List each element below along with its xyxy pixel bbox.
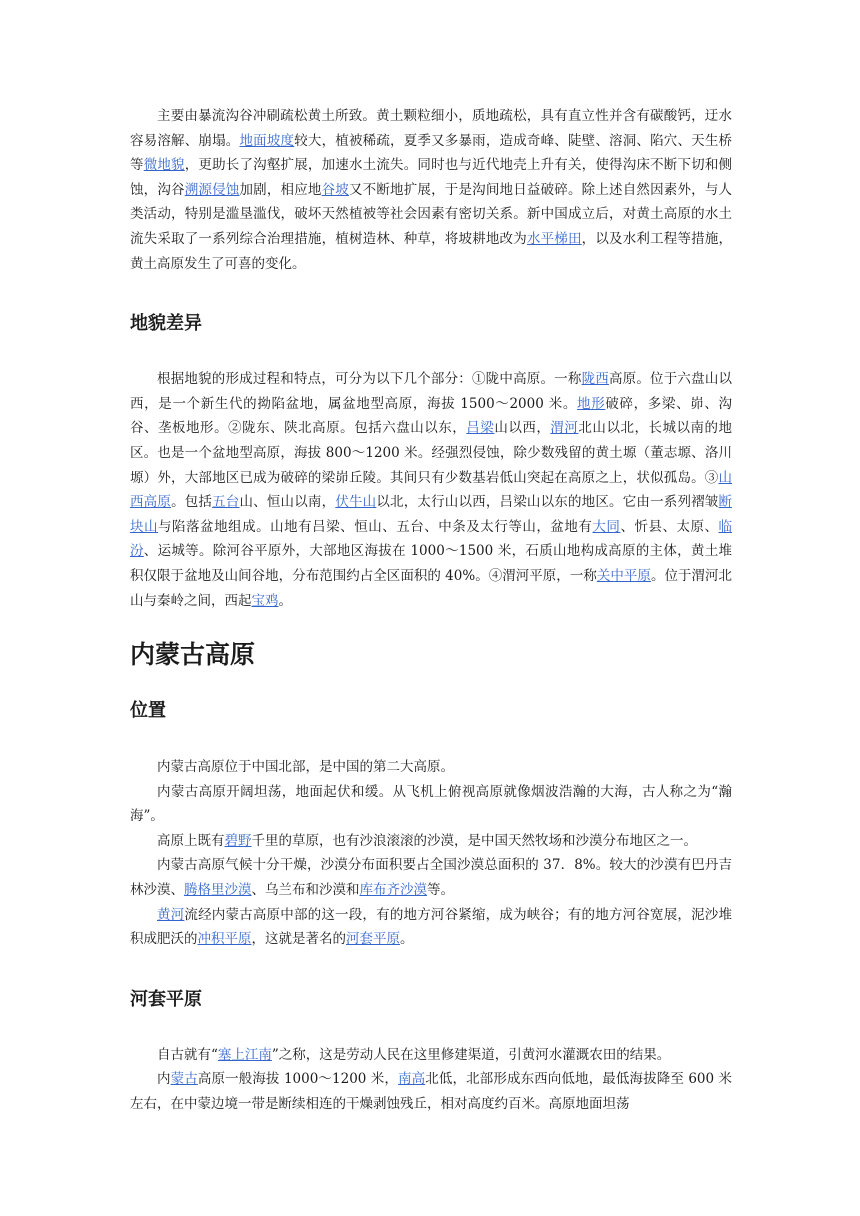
paragraph-location-3 — [130, 829, 732, 854]
paragraph-location-4 — [130, 853, 732, 902]
paragraph-location-2 — [130, 780, 732, 829]
hyperlink[interactable]: 山西高原 — [130, 469, 732, 511]
text-run: ，更助长了沟壑扩展，加速水土流失。同时也与近代地壳上升有关，使得沟床不断下切和侧蚀，沟谷 — [130, 157, 733, 198]
hyperlink[interactable]: 库布齐沙漠 — [359, 882, 427, 899]
heading-landform-differences: 地貌差异 — [130, 313, 202, 335]
text-run: 以北，太行山以西，吕梁山以东的地区。它由一系列褶皱 — [376, 494, 719, 511]
text-run: 。位于渭河北山与秦岭之间，西起 — [130, 567, 733, 609]
text-run: ，这就是著名的 — [251, 931, 346, 948]
hyperlink[interactable]: 水平梯田 — [526, 230, 582, 247]
text-run: 内 — [157, 1071, 171, 1088]
text-run: 根据地貌的形成过程和特点，可分为以下几个部分：①陇中高原。一称 — [157, 371, 582, 388]
text-run: 等。 — [427, 882, 454, 899]
hyperlink[interactable]: 吕梁 — [466, 420, 495, 437]
hyperlink[interactable]: 陇西 — [581, 371, 609, 388]
text-run: 较大，植被稀疏，夏季又多暴雨，造成奇峰、陡壁、溶洞、陷穴、天生桥等 — [130, 132, 733, 174]
text-run: 流经内蒙古高原中部的这一段，有的地方河谷紧缩，成为峡谷；有的地方河谷宽展，泥沙堆积成肥沃的 — [130, 906, 732, 948]
hyperlink[interactable]: 溯源侵蚀 — [184, 181, 240, 198]
text-run: 山以西， — [494, 420, 551, 437]
hyperlink[interactable]: 大同 — [592, 518, 621, 535]
hyperlink[interactable]: 地面坡度 — [239, 132, 295, 149]
text-run: 、运城等。除河谷平原外，大部地区海拔在 1000～1500 米，石质山地构成高原的主体，黄土堆积仅限于盆地及山间谷地，分布范围约占全区面积的 40%。④渭河平原，一称 — [130, 543, 733, 584]
text-run: 加剧，相应地 — [239, 181, 322, 198]
hyperlink[interactable]: 河套平原 — [346, 931, 400, 948]
text-run: 。 — [278, 592, 292, 609]
hyperlink[interactable]: 南高 — [398, 1071, 426, 1088]
hyperlink[interactable]: 塞上江南 — [217, 1046, 272, 1063]
paragraph-hetao-1 — [130, 1043, 732, 1068]
text-run: 。包括 — [171, 494, 213, 511]
text-run: 内蒙古高原气候十分干燥，沙漠分布面积要占全国沙漠总面积的 37．8%。较大的沙漠有巴丹吉林沙漠、 — [130, 857, 732, 899]
hyperlink[interactable]: 地形 — [577, 395, 606, 412]
hyperlink[interactable]: 渭河 — [550, 420, 579, 437]
text-run: 。 — [400, 931, 414, 948]
hyperlink[interactable]: 关中平原 — [596, 567, 651, 584]
paragraph-location-1 — [130, 755, 732, 780]
text-run: 又不断地扩展，于是沟间地日益破碎。除上述自然因素外，与人类活动，特别是滥垦滥伐，破坏天然植被等社会因素有密切关系。新中国成立后，对黄土高原的水土流失采取了一系列综合治理措施，植树造林、种草，将坡耕地改为 — [130, 181, 733, 247]
text-run: 自古就有“ — [157, 1046, 218, 1063]
hyperlink[interactable]: 断块山 — [130, 494, 733, 535]
text-run: ”之称，这是劳动人民在这里修建渠道，引黄河水灌溉农田的结果。 — [271, 1046, 671, 1063]
text-run: 高原一般海拔 1000～1200 米， — [197, 1071, 399, 1088]
text-run: 高原上既有 — [157, 832, 225, 849]
hyperlink[interactable]: 蒙古 — [170, 1071, 198, 1088]
hyperlink[interactable]: 伏牛山 — [335, 494, 377, 511]
document-content — [130, 104, 732, 1117]
paragraph-hetao-2 — [130, 1067, 732, 1116]
text-run: 千里的草原，也有沙浪滚滚的沙漠，是中国天然牧场和沙漠分布地区之一。 — [251, 832, 697, 849]
text-run: 与陷落盆地组成。山地有吕梁、恒山、五台、中条及太行等山，盆地有 — [158, 518, 593, 535]
hyperlink[interactable]: 五台 — [212, 494, 240, 511]
text-run: 北山以北，长城以南的地区。也是一个盆地型高原，海拔 800～1200 米。经强烈侵蚀，除少数残留的黄土塬（董志塬、洛川塬）外，大部地区已成为破碎的梁峁丘陵。其间只有少数基岩低山突起在高原之上，状似孤岛。③ — [130, 420, 733, 486]
text-run: 内蒙古高原位于中国北部，是中国的第二大高原。 — [157, 759, 454, 776]
hyperlink[interactable]: 冲积平原 — [197, 931, 252, 948]
hyperlink[interactable]: 碧野 — [224, 832, 252, 849]
paragraph-landform-regions — [130, 367, 732, 613]
paragraph-erosion-causes — [130, 104, 732, 276]
text-run: 北低，北部形成东西向低地，最低海拔降至 600 米左右，在中蒙边境一带是断续相连的干燥剥蚀残丘，相对高度约百米。高原地面坦荡 — [130, 1071, 733, 1113]
heading-inner-mongolia-plateau: 内蒙古高原 — [130, 640, 256, 670]
text-run: ，以及水利工程等措施，黄土高原发生了可喜的变化。 — [130, 230, 733, 272]
text-run: 、乌兰布和沙漠和 — [251, 882, 360, 899]
heading-hetao-plain: 河套平原 — [130, 988, 202, 1010]
text-run: 内蒙古高原开阔坦荡，地面起伏和缓。从飞机上俯视高原就像烟波浩瀚的大海，古人称之为“瀚海”。 — [130, 783, 732, 825]
text-run: 、忻县、太原、 — [620, 518, 719, 535]
hyperlink[interactable]: 谷坡 — [321, 181, 349, 198]
paragraph-location-5 — [130, 903, 732, 952]
hyperlink[interactable]: 临汾 — [130, 518, 733, 560]
text-run: 高原。位于六盘山以西，是一个新生代的拗陷盆地，属盆地型高原，海拔 1500～2000 米。 — [130, 371, 733, 412]
heading-location: 位置 — [130, 700, 166, 722]
text-run: 破碎，多梁、峁、沟谷、垄板地形。②陇东、陕北高原。包括六盘山以东， — [130, 395, 733, 437]
hyperlink[interactable]: 黄河 — [157, 906, 185, 923]
text-run: 山、恒山以南， — [239, 494, 336, 511]
hyperlink[interactable]: 腾格里沙漠 — [184, 882, 252, 899]
hyperlink[interactable]: 微地貌 — [143, 157, 185, 174]
text-run: 主要由暴流沟谷冲刷疏松黄土所致。黄土颗粒细小，质地疏松，具有直立性并含有碳酸钙，迂水容易溶解、崩塌。 — [130, 108, 732, 149]
hyperlink[interactable]: 宝鸡 — [251, 592, 279, 609]
